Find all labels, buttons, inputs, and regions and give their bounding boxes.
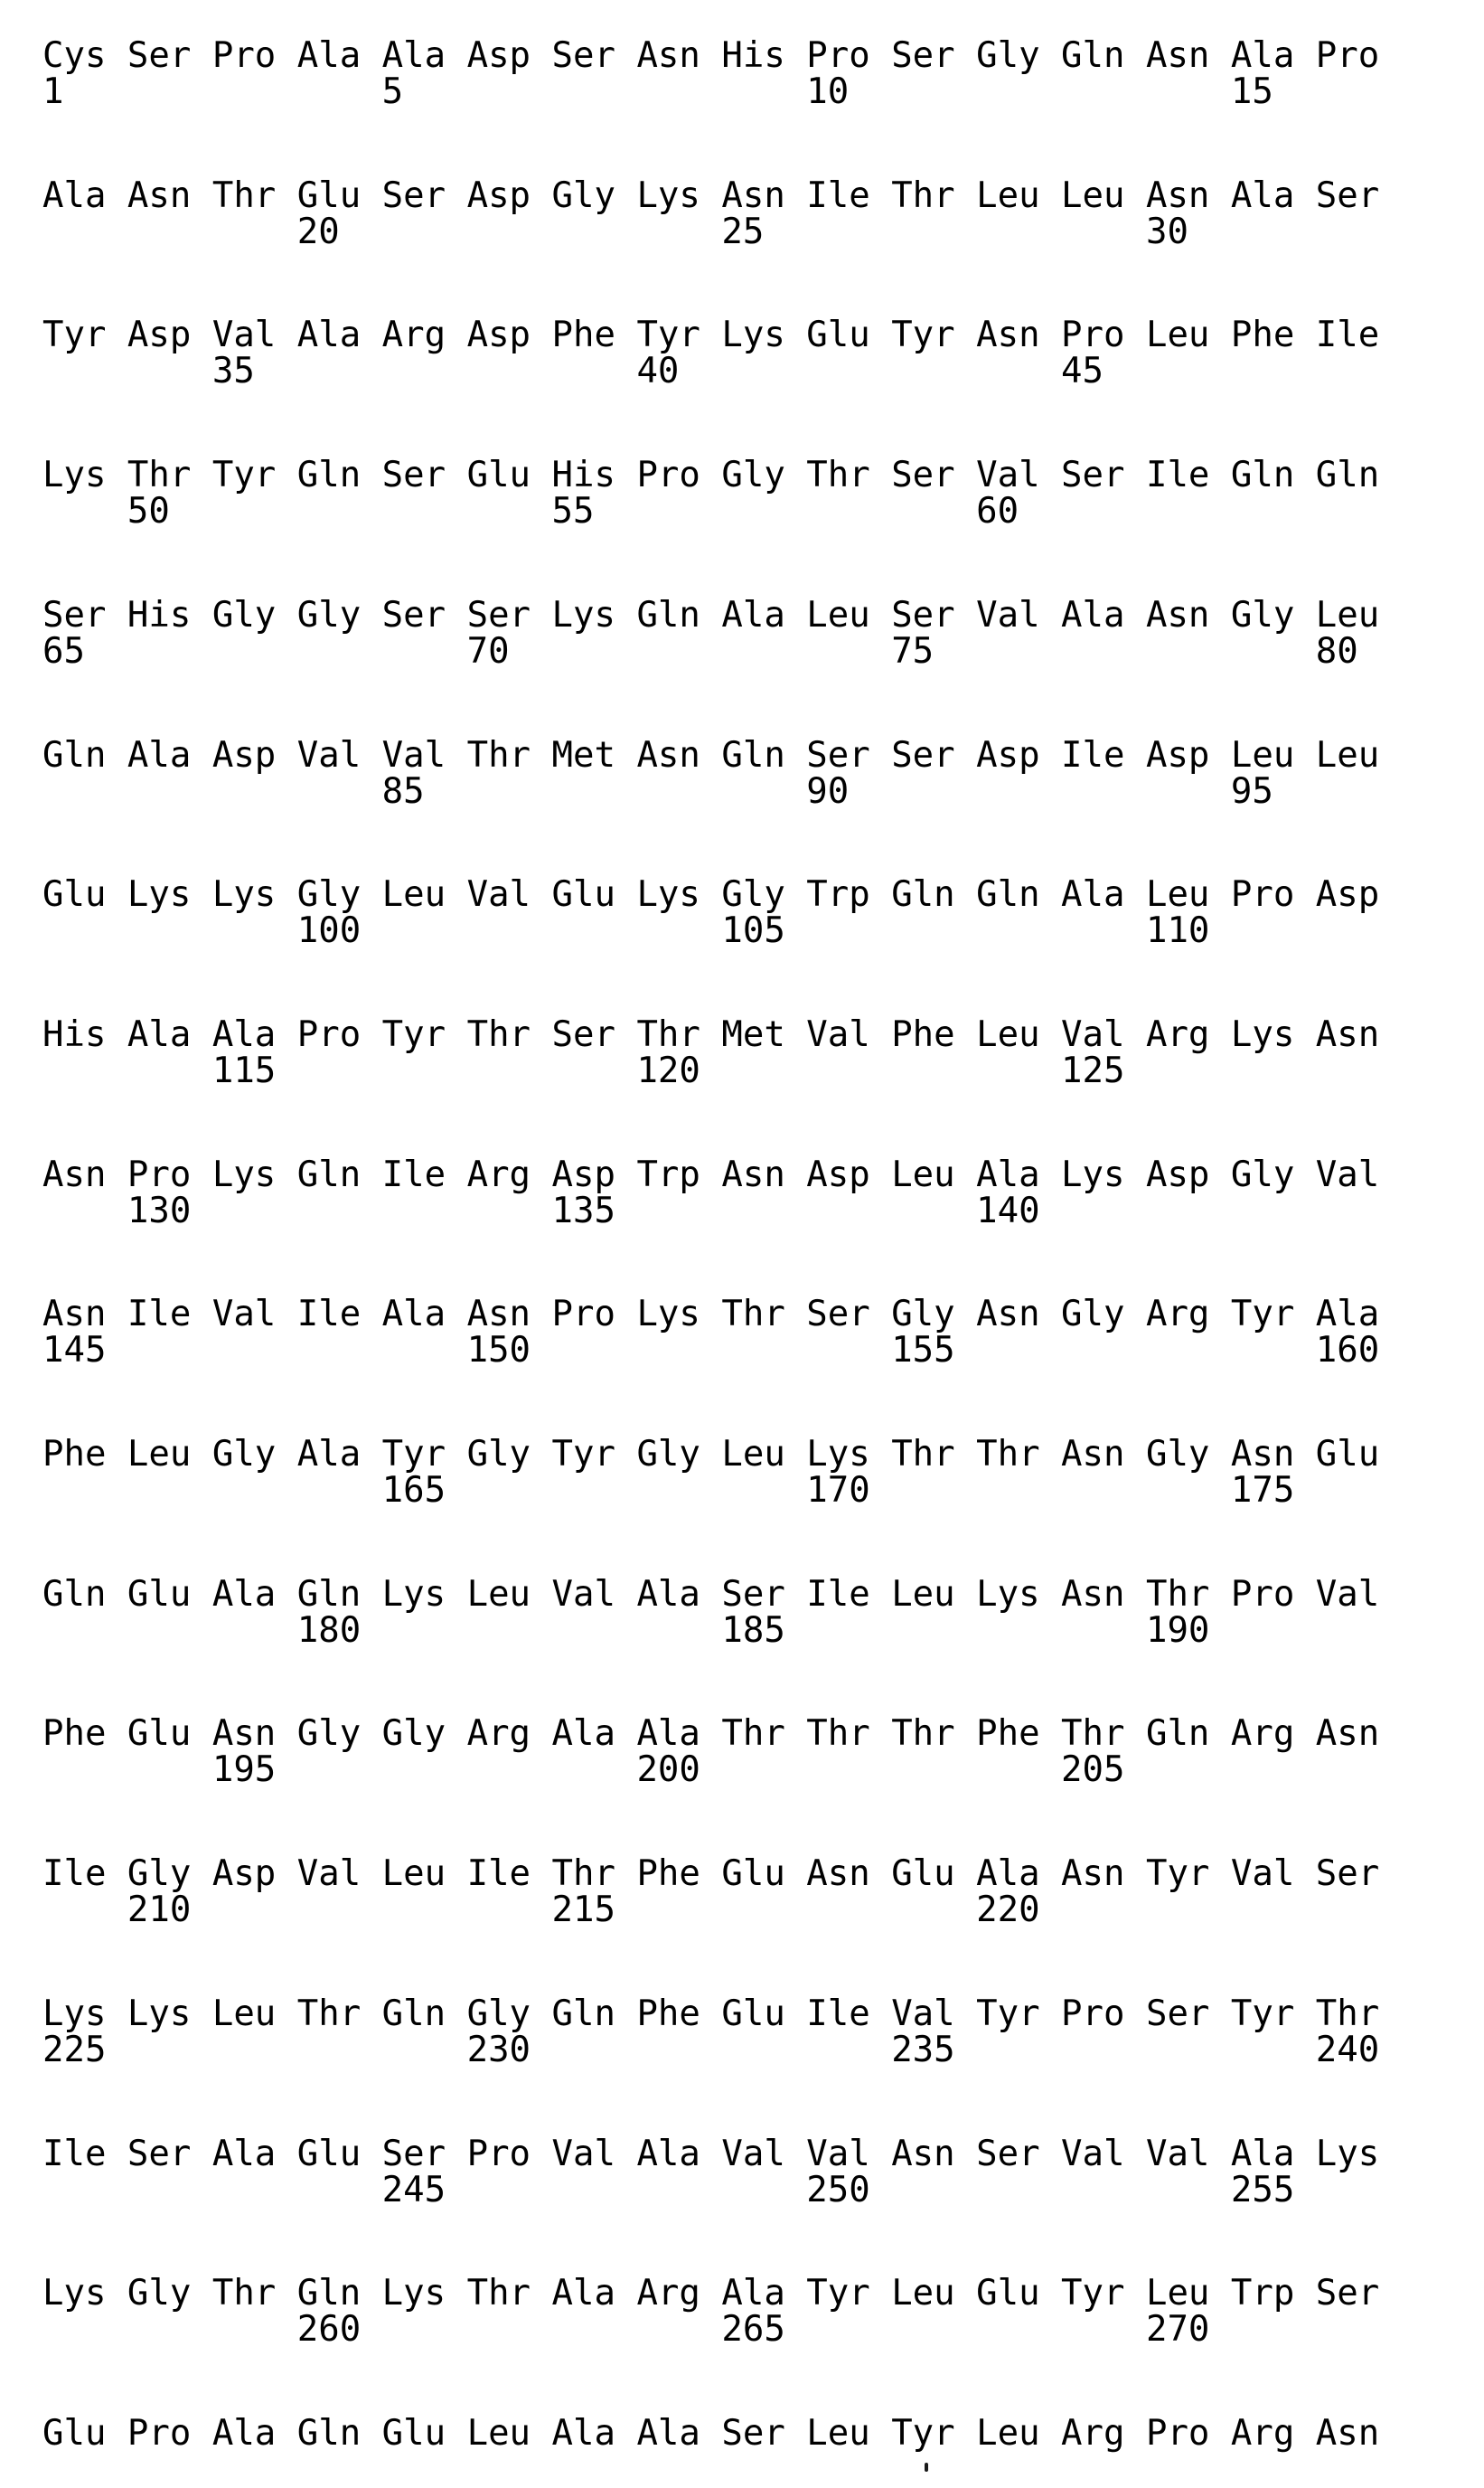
residue-line: Lys Lys Leu Thr Gln Gly Gln Phe Glu Ile Val Tyr Pro Ser Tyr Thr [42,1993,1380,2034]
position-number-line: 1 5 10 15 [42,71,1273,112]
position-number-line: 225 230 235 240 [42,2030,1380,2070]
sequence-row [42,317,1379,390]
residue-line: His Ala Ala Pro Tyr Thr Ser Thr Met Val Phe Leu Val Arg Lys Asn [42,1014,1380,1055]
position-number-line: 20 25 30 [42,212,1188,252]
position-number-line: 245 250 255 [42,2170,1295,2210]
residue-line: Ile Ser Ala Glu Ser Pro Val Ala Val Val Asn Ser Val Val Ala Lys [42,2134,1380,2174]
residue-line: Phe Glu Asn Gly Gly Arg Ala Ala Thr Thr Thr Phe Thr Gln Arg Asn [42,1713,1380,1754]
sequence-row [42,595,1380,672]
position-number-line: 35 40 45 [42,351,1104,391]
sequence-row [42,35,1380,112]
residue-line: Gln Glu Ala Gln Lys Leu Val Ala Ser Ile Leu Lys Asn Thr Pro Val [42,1574,1380,1615]
residue-line: Asn Ile Val Ile Ala Asn Pro Lys Thr Ser Gly Asn Gly Arg Tyr Ala [42,1294,1380,1334]
position-number-line: 260 265 270 [42,2309,1210,2350]
position-number-line: 210 215 220 [42,1890,1040,1930]
position-number-line: 115 120 125 [42,1051,1125,1091]
position-number-line: 85 90 95 [42,771,1273,812]
sequence-row [42,1713,1380,1790]
position-number-line: 145 150 155 160 [42,1330,1380,1371]
residue-line: Ser His Gly Gly Ser Ser Lys Gln Ala Leu Ser Val Ala Asn Gly Leu [42,595,1380,636]
position-number-line: 165 170 175 [42,1470,1295,1511]
scan-artifact-speck [925,2463,928,2472]
sequence-row [42,1154,1380,1231]
residue-line: Ile Gly Asp Val Leu Ile Thr Phe Glu Asn Glu Ala Asn Tyr Val Ser [42,1853,1380,1894]
residue-line: Gln Ala Asp Val Val Thr Met Asn Gln Ser Ser Asp Ile Asp Leu Leu [42,735,1380,776]
sequence-row [42,874,1380,951]
residue-line: Glu Lys Lys Gly Leu Val Glu Lys Gly Trp Gln Gln Ala Leu Pro Asp [42,874,1380,915]
sequence-row [42,2273,1380,2350]
sequence-row [42,1296,1379,1369]
position-number-line: 195 200 205 [42,1749,1125,1790]
position-number-line: 130 135 140 [42,1191,1040,1231]
sequence-row [42,457,1379,530]
sequence-row [42,1853,1380,1930]
residue-line: Ala Asn Thr Glu Ser Asp Gly Lys Asn Ile Thr Leu Leu Asn Ala Ser [42,175,1380,216]
position-number-line: 65 70 75 80 [42,631,1358,672]
residue-line: Cys Ser Pro Ala Ala Asp Ser Asn His Pro Ser Gly Gln Asn Ala Pro [42,35,1380,76]
sequence-row [42,1993,1380,2070]
position-number-line: 100 105 110 [42,910,1210,951]
sequence-row [42,1574,1380,1651]
position-number-line: 50 55 60 [42,491,1019,532]
residue-line: Lys Thr Tyr Gln Ser Glu His Pro Gly Thr Ser Val Ser Ile Gln Gln [42,455,1380,495]
sequence-row [42,735,1380,812]
residue-line: Glu Pro Ala Gln Glu Leu Ala Ala Ser Leu Tyr Leu Arg Pro Arg Asn [42,2413,1380,2454]
sequence-row [42,2413,1380,2454]
sequence-row [42,1014,1380,1091]
sequence-row [42,2136,1379,2209]
residue-line: Asn Pro Lys Gln Ile Arg Asp Trp Asn Asp Leu Ala Lys Asp Gly Val [42,1154,1380,1195]
sequence-row [42,175,1380,252]
residue-line: Phe Leu Gly Ala Tyr Gly Tyr Gly Leu Lys Thr Thr Asn Gly Asn Glu [42,1434,1380,1475]
residue-line: Tyr Asp Val Ala Arg Asp Phe Tyr Lys Glu Tyr Asn Pro Leu Phe Ile [42,315,1380,355]
residue-line: Lys Gly Thr Gln Lys Thr Ala Arg Ala Tyr Leu Glu Tyr Leu Trp Ser [42,2273,1380,2314]
sequence-row [42,1434,1380,1511]
position-number-line: 180 185 190 [42,1610,1210,1651]
